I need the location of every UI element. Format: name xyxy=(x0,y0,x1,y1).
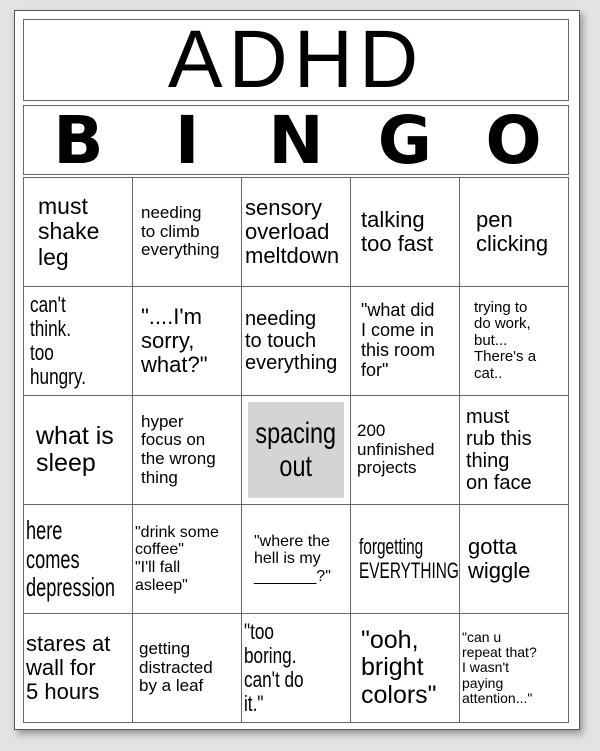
bingo-cell[interactable] xyxy=(242,614,351,723)
bingo-cell[interactable] xyxy=(351,505,460,614)
cell-text: talking too fast xyxy=(361,206,434,256)
cell-text: must rub this thing on face xyxy=(466,406,532,494)
cell-text: must shake leg xyxy=(38,193,100,270)
cell-text: trying to do work, but... There's a cat.. xyxy=(474,298,537,382)
bingo-cell[interactable] xyxy=(24,505,133,614)
bingo-cell[interactable] xyxy=(24,178,133,287)
title-banner xyxy=(23,14,569,105)
cell-text: getting distracted by a leaf xyxy=(139,638,213,696)
bingo-cell[interactable] xyxy=(460,178,569,287)
bingo-cell[interactable] xyxy=(242,287,351,396)
bingo-cell[interactable] xyxy=(460,287,569,396)
cell-text: "where the hell is my _______?" xyxy=(254,532,331,585)
bingo-cell[interactable] xyxy=(242,505,351,614)
card-title: ADHD xyxy=(167,14,425,105)
cell-text: "ooh, bright colors" xyxy=(361,625,437,709)
bingo-letter-g: G xyxy=(377,102,432,179)
bingo-card xyxy=(14,10,580,730)
cell-text: what is sleep xyxy=(36,421,114,477)
bingo-cell[interactable] xyxy=(351,287,460,396)
bingo-letter-i: I xyxy=(174,102,200,179)
bingo-cell[interactable] xyxy=(24,396,133,505)
cell-text: stares at wall for 5 hours xyxy=(26,630,111,705)
free-space-cell[interactable] xyxy=(242,396,351,505)
bingo-cell[interactable] xyxy=(133,396,242,505)
cell-text: pen clicking xyxy=(476,206,549,256)
cell-text: forgetting EVERYTHING xyxy=(359,533,459,583)
bingo-letter-o: O xyxy=(485,102,542,179)
bingo-header xyxy=(23,102,569,179)
bingo-letter-b: B xyxy=(53,102,104,179)
bingo-cell[interactable] xyxy=(351,178,460,287)
cell-text: can't think. too hungry. xyxy=(30,291,86,390)
cell-text: "can u repeat that? I wasn't paying attention..." xyxy=(462,628,537,707)
cell-text: needing to climb everything xyxy=(141,202,220,260)
cell-text: spacing out xyxy=(255,417,337,483)
bingo-cell[interactable] xyxy=(24,614,133,723)
bingo-grid xyxy=(23,177,569,723)
bingo-cell[interactable] xyxy=(242,178,351,287)
bingo-cell[interactable] xyxy=(460,614,569,723)
cell-text: "drink some coffee" "I'll fall asleep" xyxy=(135,523,219,594)
cell-text: "....I'm sorry, what?" xyxy=(141,303,208,378)
bingo-cell[interactable] xyxy=(133,505,242,614)
bingo-cell[interactable] xyxy=(460,505,569,614)
bingo-cell[interactable] xyxy=(133,287,242,396)
cell-text: "too boring. can't do it." xyxy=(244,618,304,717)
cell-text: sensory overload meltdown xyxy=(245,194,340,269)
cell-text: here comes depression xyxy=(26,515,116,603)
bingo-cell[interactable] xyxy=(133,614,242,723)
cell-text: 200 unfinished projects xyxy=(357,420,435,478)
cell-text: "what did I come in this room for" xyxy=(361,300,436,380)
bingo-cell[interactable] xyxy=(351,396,460,505)
bingo-cell[interactable] xyxy=(351,614,460,723)
bingo-letter-n: N xyxy=(268,102,324,179)
cell-text: needing to touch everything xyxy=(245,308,338,374)
bingo-cell[interactable] xyxy=(460,396,569,505)
bingo-cell[interactable] xyxy=(133,178,242,287)
cell-text: gotta wiggle xyxy=(468,533,531,583)
bingo-cell[interactable] xyxy=(24,287,133,396)
cell-text: hyper focus on the wrong thing xyxy=(141,411,216,487)
